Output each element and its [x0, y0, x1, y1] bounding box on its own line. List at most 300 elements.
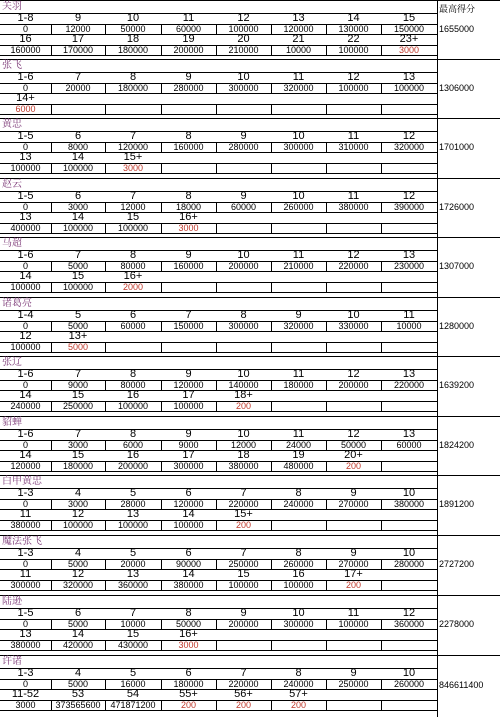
grid-line — [216, 163, 217, 173]
value-cell: 260000 — [283, 559, 314, 569]
level-cell: 12 — [71, 509, 85, 520]
grid-line — [271, 640, 272, 650]
level-cell: 12 — [347, 429, 360, 440]
level-cell: 8 — [129, 72, 137, 83]
level-cell: 11 — [292, 250, 305, 261]
level-cell: 8 — [129, 429, 137, 440]
level-cell: 14 — [19, 271, 32, 282]
value-cell: 0 — [22, 499, 28, 509]
grid-line — [0, 590, 437, 591]
value-cell: 270000 — [338, 559, 369, 569]
level-cell: 16+ — [179, 629, 198, 640]
grid-line — [326, 640, 327, 650]
level-cell: 8 — [295, 548, 302, 559]
value-cell: 3000 — [398, 45, 420, 55]
level-cell: 12 — [237, 13, 250, 24]
level-cell: 1-8 — [17, 13, 34, 24]
level-cell: 13 — [402, 72, 416, 83]
hero-name: 张辽 — [2, 357, 22, 368]
grid-line — [0, 173, 437, 174]
value-cell: 180000 — [173, 679, 204, 689]
value-cell: 100000 — [338, 45, 369, 55]
grid-line — [161, 282, 162, 292]
value-cell: 250000 — [338, 679, 369, 689]
level-cell: 1-5 — [17, 608, 34, 619]
grid-line — [326, 104, 327, 114]
level-cell: 1-3 — [17, 488, 34, 499]
value-cell: 50000 — [120, 24, 146, 34]
value-cell: 480000 — [283, 461, 314, 471]
level-cell: 11 — [292, 369, 305, 380]
level-cell: 14 — [71, 212, 85, 223]
value-cell: 12000 — [230, 440, 257, 450]
value-cell: 250000 — [62, 401, 94, 411]
level-cell: 6 — [74, 131, 82, 142]
level-cell: 13 — [19, 212, 32, 223]
max-score-value: 846611400 — [439, 680, 484, 690]
grid-line — [216, 104, 217, 114]
level-cell: 10 — [292, 191, 305, 202]
level-cell: 9 — [240, 608, 247, 619]
level-cell: 15 — [71, 450, 85, 461]
level-cell: 1-6 — [17, 429, 34, 440]
level-cell: 10 — [237, 250, 250, 261]
hero-name: 黄忠 — [2, 119, 22, 130]
value-cell: 60000 — [396, 440, 422, 450]
value-cell: 380000 — [228, 461, 259, 471]
level-cell: 13 — [126, 509, 140, 520]
value-cell: 50000 — [340, 440, 367, 450]
level-cell: 16 — [292, 569, 305, 580]
value-cell: 100000 — [393, 83, 425, 93]
value-cell: 16000 — [120, 679, 146, 689]
value-cell: 220000 — [338, 261, 369, 271]
level-cell: 21 — [292, 34, 305, 45]
value-cell: 0 — [22, 261, 28, 271]
level-cell: 23+ — [399, 34, 419, 45]
level-cell: 7 — [74, 429, 82, 440]
level-cell: 7 — [240, 548, 247, 559]
value-cell: 100000 — [10, 163, 41, 173]
grid-line — [271, 104, 272, 114]
level-cell: 7 — [74, 369, 82, 380]
value-cell: 150000 — [173, 321, 204, 331]
value-cell: 5000 — [67, 321, 89, 331]
level-cell: 11 — [19, 569, 32, 580]
value-cell: 430000 — [117, 640, 149, 650]
level-cell: 15 — [71, 271, 85, 282]
level-cell: 8 — [185, 608, 192, 619]
value-cell: 200 — [345, 580, 362, 590]
value-cell: 380000 — [173, 580, 204, 590]
value-cell: 0 — [22, 559, 28, 569]
grid-line — [216, 342, 217, 352]
level-cell: 15+ — [234, 509, 253, 520]
grid-line — [51, 104, 52, 114]
value-cell: 120000 — [283, 24, 314, 34]
value-cell: 60000 — [230, 202, 257, 212]
grid-line — [0, 114, 437, 115]
value-cell: 300000 — [228, 321, 259, 331]
level-cell: 6 — [185, 548, 192, 559]
value-cell: 270000 — [338, 499, 369, 509]
level-cell: 9 — [295, 310, 302, 321]
level-cell: 53 — [71, 689, 85, 700]
level-cell: 10 — [292, 608, 305, 619]
level-cell: 10 — [347, 310, 360, 321]
value-cell: 100000 — [117, 223, 149, 233]
hero-name: 许诸 — [2, 656, 22, 667]
value-cell: 260000 — [283, 202, 314, 212]
value-cell: 180000 — [117, 83, 149, 93]
value-cell: 380000 — [10, 640, 41, 650]
grid-line — [381, 401, 382, 411]
grid-line — [0, 104, 437, 105]
grid-line — [161, 342, 162, 352]
grid-line — [271, 401, 272, 411]
level-cell: 16 — [19, 34, 32, 45]
level-cell: 15 — [237, 569, 250, 580]
value-cell: 5000 — [67, 261, 89, 271]
grid-line — [0, 650, 437, 651]
value-cell: 320000 — [283, 321, 314, 331]
hero-block — [0, 535, 500, 595]
value-cell: 471871200 — [110, 700, 156, 710]
level-cell: 54 — [126, 689, 140, 700]
hero-block — [0, 595, 500, 655]
value-cell: 3000 — [67, 202, 89, 212]
value-cell: 12000 — [65, 24, 91, 34]
level-cell: 7 — [185, 310, 192, 321]
grid-line — [0, 233, 437, 234]
level-cell: 14 — [182, 509, 195, 520]
grid-line — [0, 710, 437, 711]
value-cell: 310000 — [338, 142, 369, 152]
level-cell: 11 — [347, 191, 360, 202]
level-cell: 7 — [240, 488, 247, 499]
value-cell: 120000 — [173, 499, 204, 509]
value-cell: 240000 — [10, 401, 41, 411]
grid-line — [381, 223, 382, 233]
value-cell: 160000 — [10, 45, 41, 55]
value-cell: 120000 — [10, 461, 41, 471]
max-score-value: 1306000 — [439, 83, 475, 93]
grid-line — [271, 282, 272, 292]
value-cell: 100000 — [228, 580, 259, 590]
grid-line — [0, 411, 437, 412]
value-cell: 3000 — [15, 700, 36, 710]
value-cell: 210000 — [283, 261, 314, 271]
hero-name: 白甲黄忠 — [2, 476, 42, 487]
level-cell: 57+ — [289, 689, 308, 700]
grid-line — [326, 223, 327, 233]
max-score-value: 1824200 — [439, 440, 475, 450]
level-cell: 17 — [182, 450, 195, 461]
value-cell: 5000 — [67, 342, 89, 352]
max-score-value: 1655000 — [439, 24, 475, 34]
value-cell: 180000 — [283, 380, 314, 390]
level-cell: 14 — [347, 13, 360, 24]
level-cell: 1-6 — [17, 250, 34, 261]
grid-line — [381, 282, 382, 292]
grid-line — [381, 104, 382, 114]
grid-line — [381, 520, 382, 530]
hero-name: 马超 — [2, 238, 22, 249]
value-cell: 3000 — [178, 640, 199, 650]
value-cell: 160000 — [173, 261, 204, 271]
level-cell: 1-3 — [17, 548, 34, 559]
max-score-header: 最高得分 — [439, 5, 476, 15]
grid-line — [271, 520, 272, 530]
value-cell: 200 — [180, 700, 197, 710]
level-cell: 17 — [182, 390, 195, 401]
level-cell: 12 — [402, 131, 416, 142]
level-cell: 12 — [71, 569, 85, 580]
value-cell: 100000 — [117, 401, 149, 411]
level-cell: 1-6 — [17, 369, 34, 380]
value-cell: 260000 — [393, 679, 425, 689]
grid-line — [216, 223, 217, 233]
value-cell: 60000 — [175, 24, 202, 34]
level-cell: 5 — [74, 310, 82, 321]
value-cell: 300000 — [283, 619, 314, 629]
value-cell: 250000 — [228, 559, 259, 569]
value-cell: 200 — [345, 461, 362, 471]
grid-line — [105, 342, 106, 352]
level-cell: 10 — [402, 548, 416, 559]
level-cell: 9 — [185, 250, 192, 261]
max-score-value: 2727200 — [439, 559, 475, 569]
value-cell: 100000 — [117, 520, 149, 530]
value-cell: 100000 — [338, 83, 369, 93]
hero-block — [0, 237, 500, 297]
value-cell: 6000 — [122, 440, 144, 450]
value-cell: 240000 — [283, 679, 314, 689]
value-cell: 150000 — [393, 24, 425, 34]
grid-line — [216, 640, 217, 650]
value-cell: 100000 — [62, 163, 94, 173]
grid-line — [271, 342, 272, 352]
value-cell: 373565600 — [55, 700, 101, 710]
hero-block — [0, 356, 500, 416]
grid-line — [326, 700, 327, 710]
level-cell: 12 — [402, 608, 416, 619]
level-cell: 7 — [129, 191, 137, 202]
level-cell: 18 — [126, 34, 140, 45]
value-cell: 20000 — [65, 83, 91, 93]
level-cell: 14 — [19, 450, 32, 461]
hero-block — [0, 655, 500, 717]
value-cell: 10000 — [396, 321, 422, 331]
value-cell: 0 — [22, 24, 28, 34]
grid-line — [381, 342, 382, 352]
level-cell: 10 — [402, 488, 416, 499]
value-cell: 8000 — [67, 142, 89, 152]
level-cell: 15 — [126, 629, 140, 640]
value-cell: 360000 — [393, 619, 425, 629]
value-cell: 160000 — [173, 142, 204, 152]
value-cell: 10000 — [120, 619, 146, 629]
level-cell: 6 — [185, 488, 192, 499]
hero-block — [0, 0, 500, 59]
level-cell: 8 — [295, 488, 302, 499]
grid-line — [0, 292, 437, 293]
level-cell: 13 — [19, 152, 32, 163]
level-cell: 12 — [19, 331, 32, 342]
level-cell: 13+ — [68, 331, 88, 342]
value-cell: 360000 — [117, 580, 149, 590]
level-cell: 22 — [347, 34, 360, 45]
level-cell: 9 — [240, 131, 247, 142]
value-cell: 10000 — [285, 45, 312, 55]
value-cell: 420000 — [62, 640, 94, 650]
max-score-value: 1701000 — [439, 142, 475, 152]
level-cell: 1-5 — [17, 191, 34, 202]
value-cell: 240000 — [283, 499, 314, 509]
max-score-value: 1726000 — [439, 202, 475, 212]
grid-line — [0, 352, 437, 353]
level-cell: 11 — [347, 608, 360, 619]
level-cell: 5 — [129, 668, 137, 679]
level-cell: 10 — [237, 429, 250, 440]
value-cell: 220000 — [228, 679, 259, 689]
hero-name: 张飞 — [2, 60, 22, 71]
hero-block — [0, 416, 500, 475]
grid-line — [0, 530, 437, 531]
grid-line — [326, 163, 327, 173]
level-cell: 10 — [237, 72, 250, 83]
hero-block — [0, 475, 500, 535]
value-cell: 200 — [235, 401, 252, 411]
level-cell: 12 — [402, 191, 416, 202]
value-cell: 100000 — [173, 401, 204, 411]
level-cell: 10 — [126, 13, 140, 24]
hero-name: 诸葛亮 — [2, 298, 32, 309]
value-cell: 300000 — [173, 461, 204, 471]
level-cell: 5 — [129, 548, 137, 559]
level-cell: 12 — [347, 250, 360, 261]
level-cell: 11 — [292, 429, 305, 440]
value-cell: 90000 — [175, 559, 202, 569]
level-cell: 8 — [129, 250, 137, 261]
level-cell: 8 — [129, 369, 137, 380]
grid-line — [326, 520, 327, 530]
value-cell: 100000 — [338, 619, 369, 629]
level-cell: 15 — [71, 390, 85, 401]
level-cell: 13 — [19, 629, 32, 640]
value-cell: 120000 — [173, 380, 204, 390]
level-cell: 18 — [237, 450, 250, 461]
value-cell: 320000 — [393, 142, 425, 152]
level-cell: 14+ — [16, 93, 35, 104]
level-cell: 16 — [126, 390, 140, 401]
grid-line — [0, 471, 437, 472]
level-cell: 7 — [129, 608, 137, 619]
grid-line — [0, 55, 437, 56]
level-cell: 13 — [126, 569, 140, 580]
hero-name: 魔法张飞 — [2, 536, 42, 547]
level-cell: 56+ — [234, 689, 253, 700]
value-cell: 300000 — [10, 580, 41, 590]
level-cell: 12 — [347, 369, 360, 380]
value-cell: 0 — [22, 142, 28, 152]
value-cell: 0 — [22, 321, 28, 331]
value-cell: 200000 — [173, 45, 204, 55]
level-cell: 9 — [350, 488, 357, 499]
level-cell: 8 — [185, 131, 192, 142]
level-cell: 11 — [292, 72, 305, 83]
value-cell: 3000 — [178, 223, 199, 233]
value-cell: 9000 — [178, 440, 199, 450]
value-cell: 28000 — [120, 499, 146, 509]
level-cell: 10 — [402, 668, 416, 679]
max-score-value: 2278000 — [439, 619, 475, 629]
value-cell: 0 — [22, 202, 28, 212]
value-cell: 18000 — [175, 202, 202, 212]
value-cell: 0 — [22, 619, 28, 629]
level-cell: 17 — [71, 34, 85, 45]
level-cell: 9 — [185, 72, 192, 83]
value-cell: 6000 — [15, 104, 36, 114]
level-cell: 8 — [240, 310, 247, 321]
value-cell: 5000 — [67, 679, 89, 689]
value-cell: 100000 — [10, 342, 41, 352]
max-score-value: 1307000 — [439, 261, 475, 271]
level-cell: 9 — [185, 369, 192, 380]
level-cell: 11 — [403, 310, 415, 321]
value-cell: 200000 — [228, 619, 259, 629]
grid-line — [381, 640, 382, 650]
level-cell: 16 — [126, 450, 140, 461]
grid-line — [161, 163, 162, 173]
grid-line — [271, 163, 272, 173]
level-cell: 7 — [240, 668, 247, 679]
level-cell: 1-3 — [17, 668, 34, 679]
hero-name: 关羽 — [2, 1, 22, 12]
value-cell: 320000 — [62, 580, 94, 590]
hero-block — [0, 178, 500, 237]
value-cell: 280000 — [393, 559, 425, 569]
value-cell: 180000 — [62, 461, 94, 471]
grid-line — [381, 700, 382, 710]
level-cell: 10 — [292, 131, 305, 142]
hero-block — [0, 297, 500, 356]
value-cell: 220000 — [393, 380, 425, 390]
level-cell: 8 — [295, 668, 302, 679]
level-cell: 13 — [292, 13, 305, 24]
level-cell: 11-52 — [11, 689, 40, 700]
level-cell: 11 — [19, 509, 32, 520]
level-cell: 13 — [402, 250, 416, 261]
level-cell: 18+ — [234, 390, 253, 401]
grid-line — [326, 282, 327, 292]
value-cell: 3000 — [67, 499, 89, 509]
level-cell: 19 — [182, 34, 195, 45]
level-cell: 13 — [402, 369, 416, 380]
level-cell: 19 — [292, 450, 305, 461]
grid-line — [0, 93, 437, 94]
value-cell: 220000 — [228, 499, 259, 509]
value-cell: 130000 — [338, 24, 369, 34]
value-cell: 3000 — [67, 440, 89, 450]
level-cell: 16+ — [179, 212, 198, 223]
grid-line — [105, 104, 106, 114]
value-cell: 180000 — [117, 45, 149, 55]
value-cell: 80000 — [120, 380, 146, 390]
value-cell: 120000 — [117, 142, 149, 152]
level-cell: 14 — [71, 629, 85, 640]
value-cell: 3000 — [122, 163, 144, 173]
